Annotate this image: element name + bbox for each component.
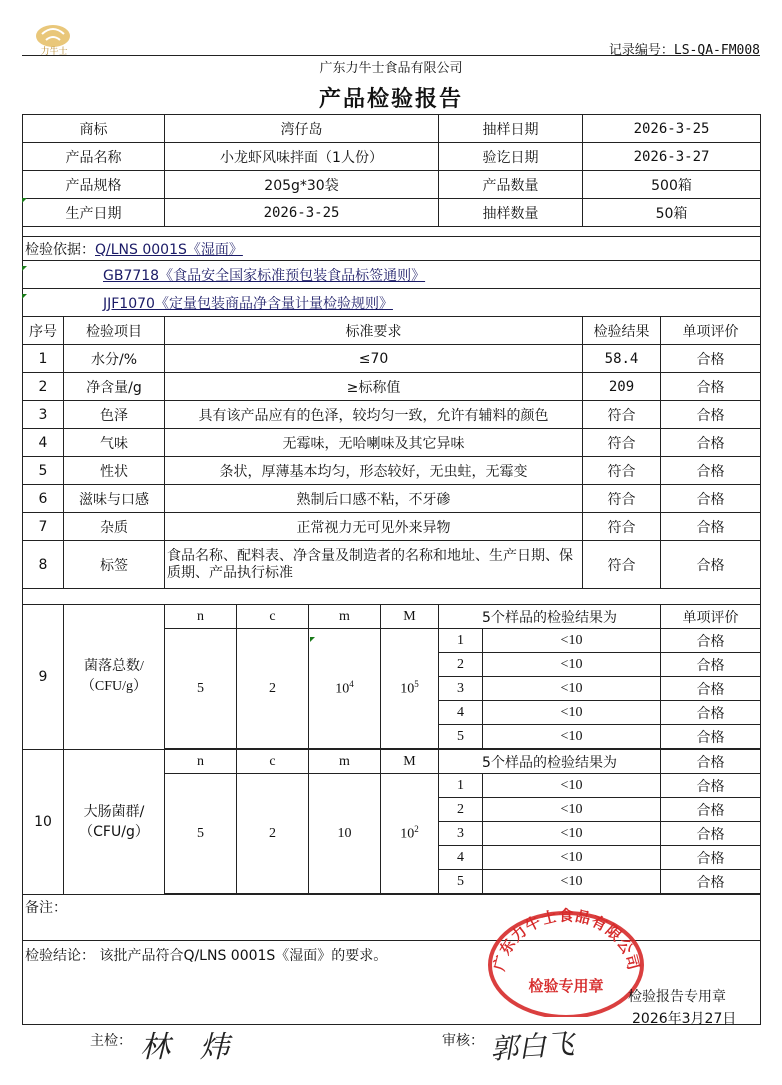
micro-header-M: M [381,605,439,629]
row-item: 色泽 [64,401,165,429]
row-no: 8 [23,541,64,589]
sample-index: 3 [439,677,483,701]
sample-index: 4 [439,701,483,725]
row-result: 209 [583,373,661,401]
row-eval: 合格 [661,513,761,541]
row-item: 净含量/g [64,373,165,401]
row-result: 符合 [583,485,661,513]
product-name-label: 产品名称 [23,143,165,171]
table-row [23,401,761,429]
row-eval: 合格 [661,485,761,513]
quantity-value: 500箱 [583,171,761,199]
remarks-row [23,895,761,941]
conclusion-text: 检验结论： 该批产品符合Q/LNS 0001S《湿面》的要求。 [23,941,761,1025]
row-eval: 合格 [661,429,761,457]
row-eval: 合格 [661,541,761,589]
table-row [23,457,761,485]
remarks-label: 备注： [23,895,761,941]
micro-header-M: M [381,750,439,774]
micro-header-eval: 单项评价 [661,605,761,629]
sample-eval: 合格 [661,701,761,725]
sample-eval: 合格 [661,725,761,749]
sample-eval: 合格 [661,629,761,653]
sample-date-value: 2026-3-25 [583,115,761,143]
comment-marker-icon [22,294,27,299]
micro-header-c: c [237,605,309,629]
header-no: 序号 [23,317,64,345]
row-item: 气味 [64,429,165,457]
stamp-label: 检验报告专用章 [628,989,726,1005]
row-no: 3 [23,401,64,429]
row-req: ≥标称值 [165,373,583,401]
sample-value: <10 [483,846,661,870]
sample-value: <10 [483,798,661,822]
sample-index: 2 [439,653,483,677]
company-name: 广东力牛士食品有限公司 [319,61,463,76]
main-inspector-signature: 林 炜 [140,1030,240,1065]
sample-qty-value: 50箱 [583,199,761,227]
row-result: 符合 [583,429,661,457]
sample-value: <10 [483,701,661,725]
micro-header-n: n [165,750,237,774]
info-row [23,143,761,171]
row-no: 7 [23,513,64,541]
table-row [23,513,761,541]
official-seal-icon [484,905,649,1017]
row-item: 性状 [64,457,165,485]
micro-m-value: $10^4$ [309,629,381,749]
sample-eval: 合格 [661,653,761,677]
mfg-date-label: 生产日期 [23,199,165,227]
inspect-date-value: 2026-3-27 [583,143,761,171]
info-row [23,171,761,199]
sample-value: <10 [483,870,661,894]
header-req: 标准要求 [165,317,583,345]
table-row [23,373,761,401]
sample-date-label: 抽样日期 [439,115,583,143]
micro-no: 9 [23,605,64,750]
micro-header-eval: 合格 [661,750,761,774]
header-divider [22,55,760,56]
micro-header-m: m [309,750,381,774]
row-eval: 合格 [661,373,761,401]
micro-header-row [23,605,761,629]
basis-standard-3[interactable]: JJF1070《定量包装商品净含量计量检验规则》 [103,295,393,312]
sample-index: 5 [439,870,483,894]
micro-no: 10 [23,750,64,895]
spec-value: 205g*30袋 [165,171,439,199]
main-inspector-label: 主检： [90,1033,132,1049]
row-req: 正常视力无可见外来异物 [165,513,583,541]
table-row [23,429,761,457]
micro-header-c: c [237,750,309,774]
row-item: 水分/% [64,345,165,373]
row-no: 2 [23,373,64,401]
trademark-value: 湾仔岛 [165,115,439,143]
micro-m-value: 10 [309,774,381,894]
trademark-label: 商标 [23,115,165,143]
row-req: 食品名称、配料表、净含量及制造者的名称和地址、生产日期、保质期、产品执行标准 [165,541,583,589]
micro-item: 大肠菌群/（CFU/g） [64,750,165,895]
basis-standard-2[interactable]: GB7718《食品安全国家标准预包装食品标签通则》 [103,267,426,284]
quantity-label: 产品数量 [439,171,583,199]
row-no: 5 [23,457,64,485]
row-item: 标签 [64,541,165,589]
row-result: 符合 [583,457,661,485]
micro-item: 菌落总数/（CFU/g） [64,605,165,750]
micro-n-value: 5 [165,774,237,894]
basis-row [23,237,761,261]
info-row [23,199,761,227]
items-header-row [23,317,761,345]
sample-qty-label: 抽样数量 [439,199,583,227]
product-name-value: 小龙虾风味拌面（1人份） [165,143,439,171]
record-number: 记录编号：LS-QA-FM008 [608,43,760,58]
table-row [23,541,761,589]
sample-index: 2 [439,798,483,822]
header-result: 检验结果 [583,317,661,345]
micro-c-value: 2 [237,629,309,749]
report-table [22,114,761,1025]
stamp-date: 2026年3月27日 [632,1011,737,1027]
basis-row [23,289,761,317]
row-eval: 合格 [661,457,761,485]
sample-eval: 合格 [661,677,761,701]
row-result: 符合 [583,401,661,429]
header-item: 检验项目 [64,317,165,345]
sample-eval: 合格 [661,846,761,870]
reviewer-signature: 郭白飞 [489,1027,576,1066]
comment-marker-icon [22,198,27,203]
row-req: ≤70 [165,345,583,373]
row-req: 条状，厚薄基本均匀，形态较好，无虫蛀，无霉变 [165,457,583,485]
row-result: 符合 [583,541,661,589]
sample-value: <10 [483,677,661,701]
row-req: 具有该产品应有的色泽，较均匀一致，允许有辅料的颜色 [165,401,583,429]
row-no: 1 [23,345,64,373]
comment-marker-icon [22,266,27,271]
sample-eval: 合格 [661,798,761,822]
sample-value: <10 [483,774,661,798]
row-no: 6 [23,485,64,513]
comment-marker-icon [310,637,315,642]
sample-index: 1 [439,774,483,798]
svg-text:广东力牛士食品有限公司: 广东力牛士食品有限公司 [490,906,643,973]
inspect-date-label: 验讫日期 [439,143,583,171]
row-item: 滋味与口感 [64,485,165,513]
row-result: 58.4 [583,345,661,373]
micro-header-results: 5个样品的检验结果为 [439,750,661,774]
basis-row [23,261,761,289]
row-no: 4 [23,429,64,457]
sample-index: 4 [439,846,483,870]
sample-index: 5 [439,725,483,749]
micro-n-value: 5 [165,629,237,749]
svg-text:检验专用章: 检验专用章 [528,977,604,995]
row-item: 杂质 [64,513,165,541]
basis-label: 检验依据： [25,241,95,258]
sample-value: <10 [483,725,661,749]
sample-value: <10 [483,822,661,846]
micro-M-value: $10^5$ [381,629,439,749]
logo-text: 力牛士 [40,47,68,57]
sample-index: 3 [439,822,483,846]
row-result: 符合 [583,513,661,541]
row-req: 熟制后口感不粘，不牙碜 [165,485,583,513]
row-eval: 合格 [661,345,761,373]
report-title: 产品检验报告 [318,86,463,112]
mfg-date-value: 2026-3-25 [165,199,439,227]
sample-index: 1 [439,629,483,653]
table-row [23,345,761,373]
sample-value: <10 [483,653,661,677]
info-row [23,115,761,143]
micro-M-value: $10^2$ [381,774,439,894]
sample-eval: 合格 [661,822,761,846]
header-eval: 单项评价 [661,317,761,345]
sample-eval: 合格 [661,870,761,894]
micro-header-n: n [165,605,237,629]
row-eval: 合格 [661,401,761,429]
spec-label: 产品规格 [23,171,165,199]
sample-eval: 合格 [661,774,761,798]
row-req: 无霉味，无哈喇味及其它异味 [165,429,583,457]
micro-header-results: 5个样品的检验结果为 [439,605,661,629]
reviewer-label: 审核： [442,1033,484,1049]
micro-header-m: m [309,605,381,629]
sample-value: <10 [483,629,661,653]
micro-c-value: 2 [237,774,309,894]
basis-standard-1[interactable]: Q/LNS 0001S《湿面》 [95,241,243,258]
micro-header-row [23,750,761,774]
table-row [23,485,761,513]
